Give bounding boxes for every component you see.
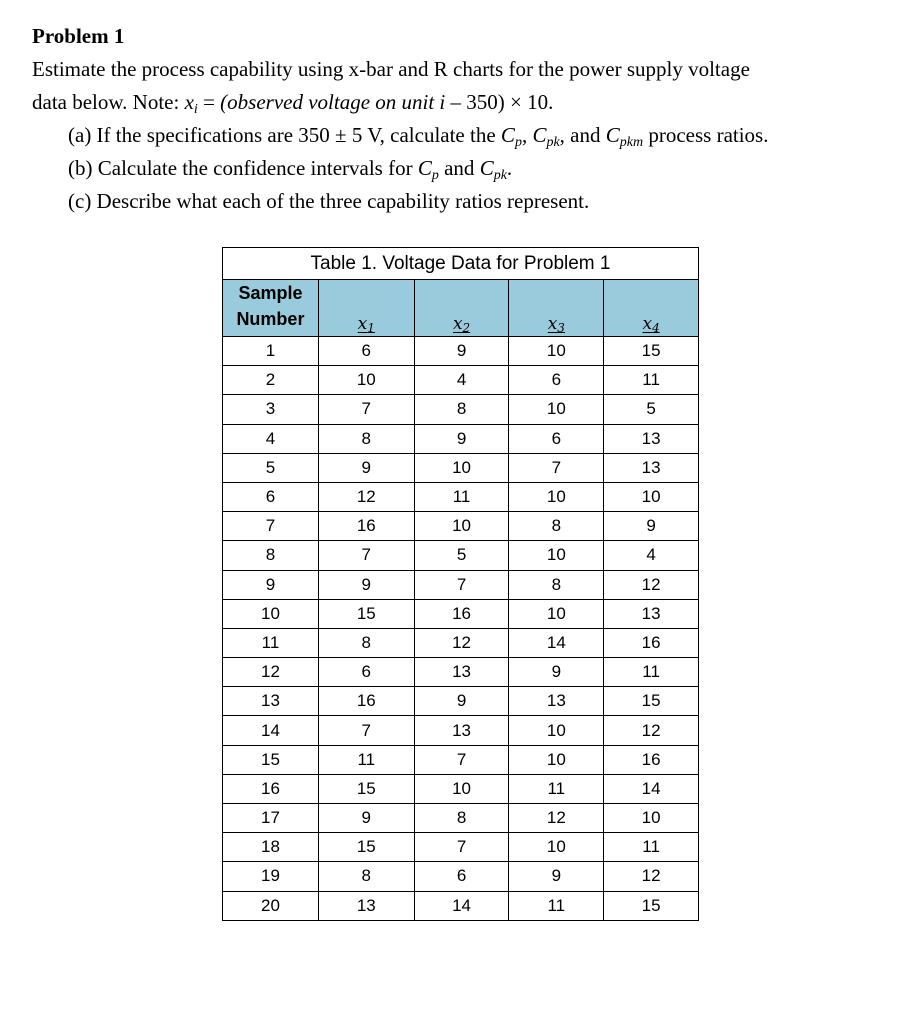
header-x4: $x_4$	[604, 280, 699, 337]
table-row	[223, 833, 699, 862]
x1-cell: 8	[318, 862, 414, 891]
x3-cell: 10	[509, 716, 604, 745]
table-row	[223, 774, 699, 803]
x1-cell: 7	[318, 716, 414, 745]
table-row	[223, 804, 699, 833]
sample-number-cell: 12	[223, 658, 319, 687]
note-tail: – 350) × 10.	[445, 90, 554, 114]
table-caption: Table 1. Voltage Data for Problem 1	[223, 248, 699, 280]
sample-number-cell: 8	[223, 541, 319, 570]
table-row	[223, 862, 699, 891]
table-row	[223, 541, 699, 570]
table-row	[223, 453, 699, 482]
sample-number-cell: 19	[223, 862, 319, 891]
x1-cell: 7	[318, 395, 414, 424]
problem-title: Problem 1	[32, 24, 125, 48]
sample-number-cell: 16	[223, 774, 319, 803]
x1-cell: 10	[318, 366, 414, 395]
x2-cell: 6	[414, 862, 509, 891]
x2-cell: 9	[414, 687, 509, 716]
note-expression: (observed voltage on unit i	[220, 90, 446, 114]
sample-number-cell: 9	[223, 570, 319, 599]
cpkm-symbol: $C_{pkm}$	[605, 123, 644, 150]
x1-cell: 15	[318, 599, 414, 628]
x2-cell: 7	[414, 745, 509, 774]
x4-cell: 16	[604, 745, 699, 774]
x4-cell: 12	[604, 862, 699, 891]
x4-cell: 4	[604, 541, 699, 570]
x3-cell: 10	[509, 599, 604, 628]
cp-symbol: $C_p$	[417, 156, 439, 183]
note-variable: $x_i$	[184, 90, 198, 117]
problem-statement	[32, 20, 892, 218]
x3-cell: 10	[509, 482, 604, 511]
x4-cell: 11	[604, 366, 699, 395]
header-x3: $x_3$	[509, 280, 604, 337]
x2-cell: 16	[414, 599, 509, 628]
x4-cell: 15	[604, 891, 699, 920]
sample-number-cell: 6	[223, 482, 319, 511]
table-row	[223, 658, 699, 687]
x1-cell: 8	[318, 628, 414, 657]
x2-cell: 5	[414, 541, 509, 570]
x2-cell: 4	[414, 366, 509, 395]
header-sample-number: Sample Number	[223, 280, 319, 337]
x4-cell: 15	[604, 337, 699, 366]
x3-cell: 13	[509, 687, 604, 716]
x4-cell: 11	[604, 833, 699, 862]
x1-cell: 9	[318, 570, 414, 599]
table-row	[223, 745, 699, 774]
x3-cell: 8	[509, 512, 604, 541]
sample-number-cell: 1	[223, 337, 319, 366]
x3-cell: 9	[509, 658, 604, 687]
x2-cell: 10	[414, 512, 509, 541]
x3-cell: 10	[509, 395, 604, 424]
x1-cell: 9	[318, 453, 414, 482]
sample-number-cell: 2	[223, 366, 319, 395]
table-row	[223, 395, 699, 424]
problem-note	[32, 86, 892, 119]
x3-cell: 6	[509, 366, 604, 395]
x4-cell: 15	[604, 687, 699, 716]
note-prefix: data below. Note:	[32, 90, 185, 114]
x1-cell: 15	[318, 774, 414, 803]
x2-cell: 9	[414, 337, 509, 366]
x3-cell: 8	[509, 570, 604, 599]
x2-cell: 8	[414, 395, 509, 424]
x2-cell: 7	[414, 833, 509, 862]
part-b: (b) Calculate the confidence intervals for $C_p$ and $C_{pk}$.	[68, 156, 513, 183]
x1-cell: 15	[318, 833, 414, 862]
x2-cell: 10	[414, 774, 509, 803]
x3-cell: 6	[509, 424, 604, 453]
table-row	[223, 716, 699, 745]
x3-cell: 14	[509, 628, 604, 657]
problem-intro: Estimate the process capability using x-bar and R charts for the power supply voltage	[32, 57, 750, 81]
x4-cell: 11	[604, 658, 699, 687]
table-row	[223, 628, 699, 657]
x4-cell: 12	[604, 716, 699, 745]
x2-cell: 11	[414, 482, 509, 511]
table-row	[223, 570, 699, 599]
sample-number-cell: 10	[223, 599, 319, 628]
x1-cell: 16	[318, 512, 414, 541]
sample-number-cell: 14	[223, 716, 319, 745]
x2-cell: 8	[414, 804, 509, 833]
header-x2: $x_2$	[414, 280, 509, 337]
x2-cell: 13	[414, 716, 509, 745]
table-row	[223, 337, 699, 366]
table-row	[223, 424, 699, 453]
x3-cell: 11	[509, 774, 604, 803]
cpk-symbol: $C_{pk}$	[532, 123, 560, 150]
x1-cell: 7	[318, 541, 414, 570]
x4-cell: 14	[604, 774, 699, 803]
x2-cell: 14	[414, 891, 509, 920]
x2-cell: 9	[414, 424, 509, 453]
x4-cell: 13	[604, 424, 699, 453]
x4-cell: 10	[604, 804, 699, 833]
sample-number-cell: 5	[223, 453, 319, 482]
x2-cell: 10	[414, 453, 509, 482]
x4-cell: 12	[604, 570, 699, 599]
x2-cell: 7	[414, 570, 509, 599]
x1-cell: 9	[318, 804, 414, 833]
cp-symbol: $C_p$	[500, 123, 522, 150]
x3-cell: 10	[509, 541, 604, 570]
x3-cell: 11	[509, 891, 604, 920]
x3-cell: 12	[509, 804, 604, 833]
x3-cell: 10	[509, 833, 604, 862]
x4-cell: 10	[604, 482, 699, 511]
voltage-data-table	[222, 247, 699, 921]
sample-number-cell: 13	[223, 687, 319, 716]
x4-cell: 9	[604, 512, 699, 541]
sample-number-cell: 3	[223, 395, 319, 424]
x3-cell: 10	[509, 337, 604, 366]
sample-number-cell: 17	[223, 804, 319, 833]
x1-cell: 13	[318, 891, 414, 920]
x4-cell: 13	[604, 599, 699, 628]
table-row	[223, 512, 699, 541]
x1-cell: 16	[318, 687, 414, 716]
x3-cell: 7	[509, 453, 604, 482]
x1-cell: 6	[318, 337, 414, 366]
x2-cell: 12	[414, 628, 509, 657]
cpk-symbol: $C_{pk}$	[479, 156, 507, 183]
x3-cell: 9	[509, 862, 604, 891]
x1-cell: 11	[318, 745, 414, 774]
x1-cell: 8	[318, 424, 414, 453]
table-row	[223, 366, 699, 395]
x3-cell: 10	[509, 745, 604, 774]
part-c: (c) Describe what each of the three capability ratios represent.	[68, 189, 590, 213]
header-x1: $x_1$	[318, 280, 414, 337]
table-row	[223, 891, 699, 920]
x4-cell: 5	[604, 395, 699, 424]
x4-cell: 16	[604, 628, 699, 657]
table-caption-row	[223, 248, 699, 280]
note-equals: =	[197, 90, 221, 114]
x4-cell: 13	[604, 453, 699, 482]
x1-cell: 6	[318, 658, 414, 687]
part-a: (a) If the specifications are 350 ± 5 V, calculate the $C_p$, $C_{pk}$, and $C_{pkm}$ process ratios.	[68, 123, 769, 150]
table-row	[223, 599, 699, 628]
table-row	[223, 482, 699, 511]
sample-number-cell: 7	[223, 512, 319, 541]
sample-number-cell: 4	[223, 424, 319, 453]
table-row	[223, 687, 699, 716]
sample-number-cell: 15	[223, 745, 319, 774]
x1-cell: 12	[318, 482, 414, 511]
sample-number-cell: 18	[223, 833, 319, 862]
table-header-row	[223, 280, 699, 337]
sample-number-cell: 20	[223, 891, 319, 920]
sample-number-cell: 11	[223, 628, 319, 657]
x2-cell: 13	[414, 658, 509, 687]
